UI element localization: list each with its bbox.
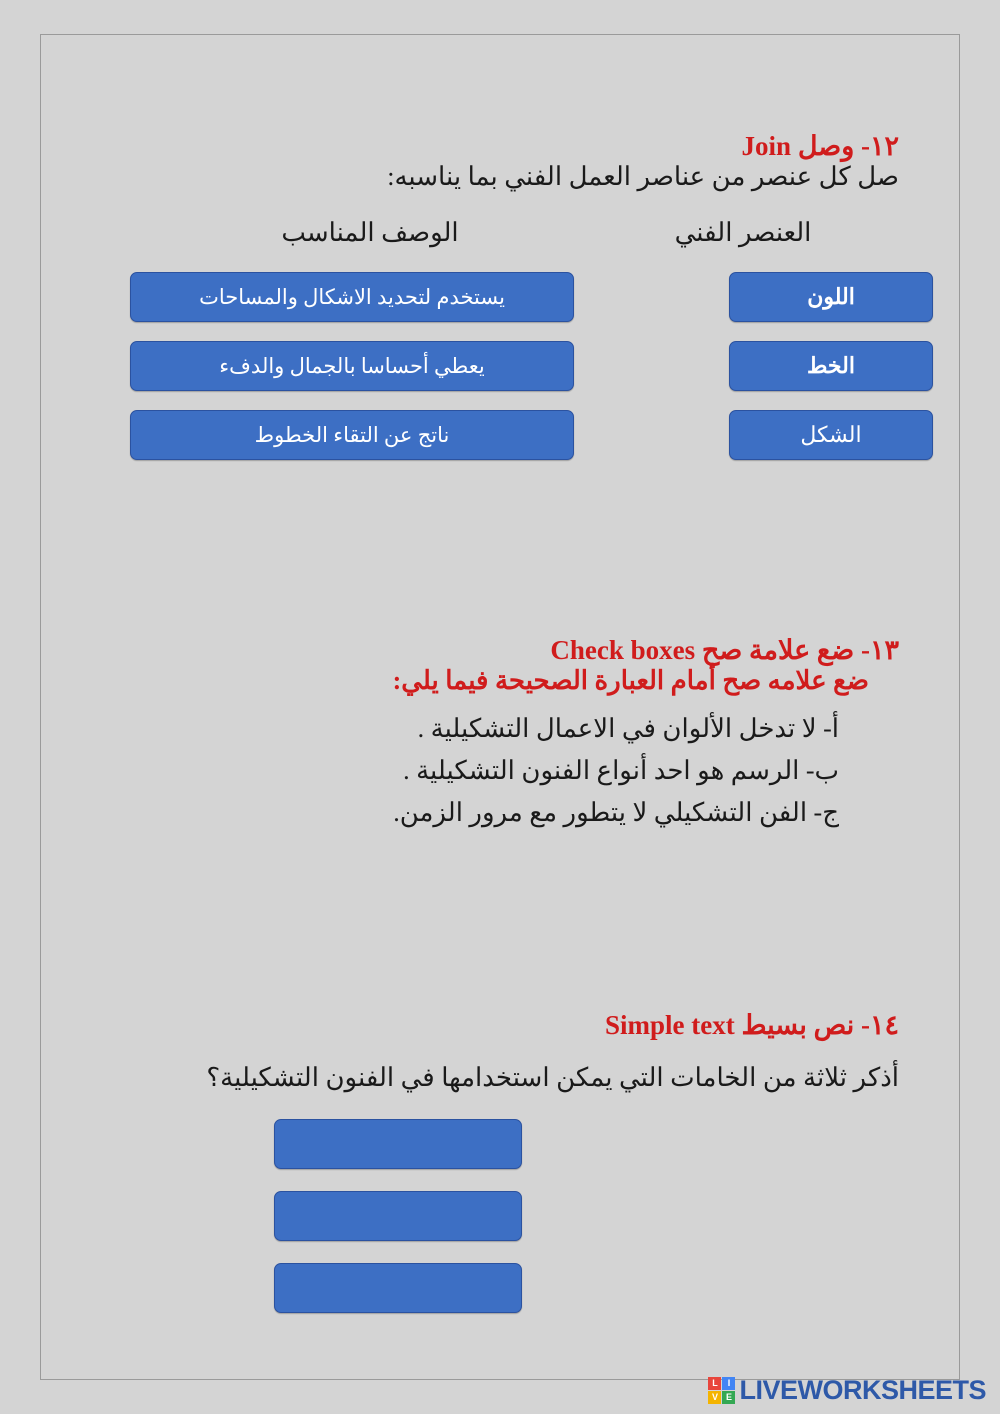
q12-element-button-3[interactable]: الشكل (729, 410, 933, 460)
q13-statement-1[interactable]: أ- لا تدخل الألوان في الاعمال التشكيلية . (417, 714, 839, 743)
q14-answer-input-3[interactable] (274, 1263, 522, 1313)
logo-square-l: L (708, 1377, 721, 1390)
q13-instruction: ضع علامه صح أمام العبارة الصحيحة فيما يلي: (392, 666, 869, 695)
q13-statements (41, 714, 959, 828)
q13-statement-3[interactable]: ج- الفن التشكيلي لا يتطور مع مرور الزمن. (393, 798, 839, 827)
q13-statement-2[interactable]: ب- الرسم هو احد أنواع الفنون التشكيلية . (403, 756, 839, 785)
q14-title: ١٤- نص بسيط Simple text (605, 1010, 899, 1040)
join-row (41, 410, 959, 460)
q14-answer-input-2[interactable] (274, 1191, 522, 1241)
liveworksheets-logo-icon (708, 1377, 735, 1404)
liveworksheets-brand-text: LIVEWORKSHEETS (739, 1375, 986, 1405)
logo-square-e: E (722, 1391, 735, 1404)
q14-answer-input-1[interactable] (274, 1119, 522, 1169)
q12-element-button-1[interactable]: اللون (729, 272, 933, 322)
liveworksheets-logo (708, 1375, 986, 1406)
q12-description-button-3[interactable]: ناتج عن التقاء الخطوط (130, 410, 574, 460)
q13-title: ١٣- ضع علامة صح Check boxes (550, 635, 899, 665)
q12-instruction: صل كل عنصر من عناصر العمل الفني بما يناسبه: (387, 162, 899, 191)
footer (0, 1375, 1000, 1406)
worksheet-content (41, 35, 959, 1379)
q12-left-column-header: الوصف المناسب (281, 218, 459, 247)
q12-title: ١٢- وصل Join (741, 131, 899, 161)
q12-right-column-header: العنصر الفني (674, 218, 812, 247)
q12-join-rows (41, 272, 959, 460)
worksheet-page (40, 34, 960, 1380)
logo-square-i: I (722, 1377, 735, 1390)
q12-element-button-2[interactable]: الخط (729, 341, 933, 391)
join-row (41, 341, 959, 391)
logo-square-v: V (708, 1391, 721, 1404)
q14-answer-fields (41, 1119, 959, 1335)
q12-description-button-1[interactable]: يستخدم لتحديد الاشكال والمساحات (130, 272, 574, 322)
question-14-simple-text (41, 1010, 959, 1335)
q14-instruction: أذكر ثلاثة من الخامات التي يمكن استخدامها في الفنون التشكيلية؟ (206, 1063, 899, 1092)
q12-description-button-2[interactable]: يعطي أحساسا بالجمال والدفء (130, 341, 574, 391)
join-row (41, 272, 959, 322)
question-13-check-boxes (41, 635, 959, 840)
question-12-join (41, 131, 959, 479)
q12-column-headers (41, 218, 959, 248)
